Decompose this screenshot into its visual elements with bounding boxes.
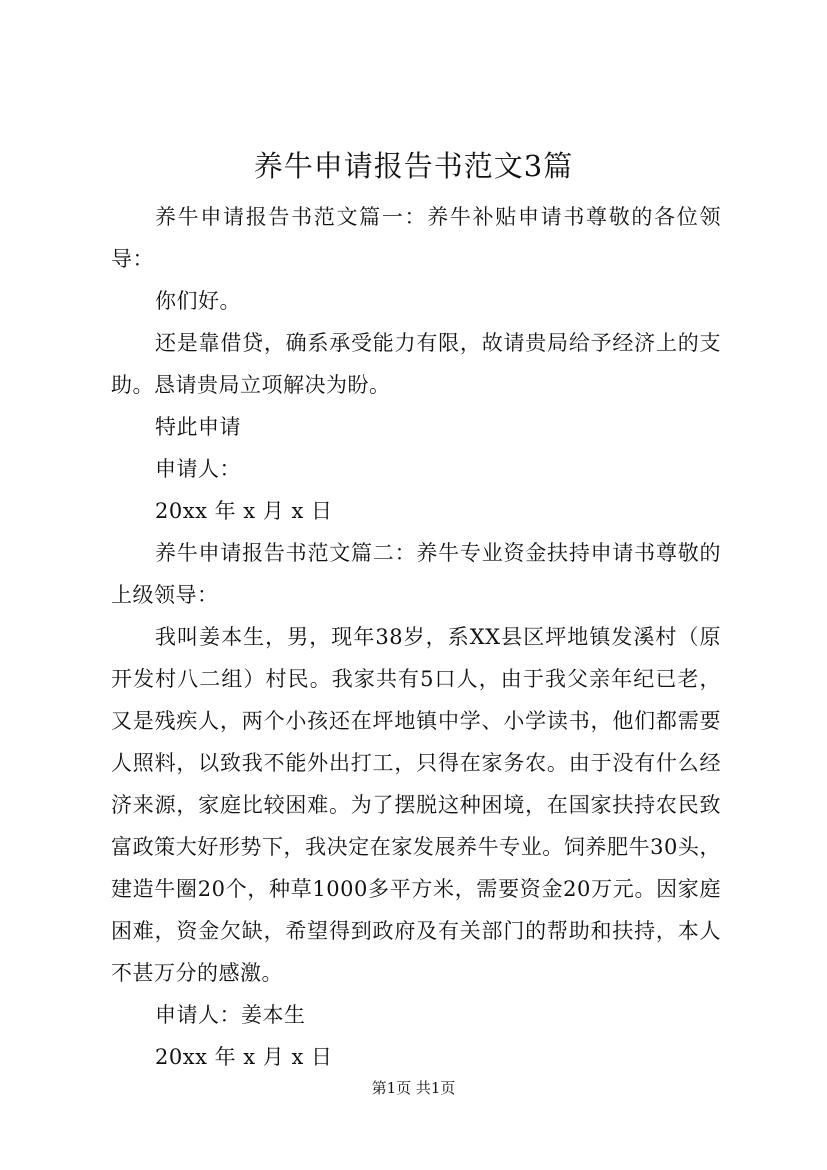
paragraph-10: 20xx 年 x 月 x 日: [155, 1045, 333, 1069]
paragraph-4: 特此申请: [155, 415, 241, 439]
paragraph-2: 你们好。: [155, 289, 241, 313]
paragraph-6: 20xx 年 x 月 x 日: [155, 499, 333, 523]
paragraph-9: 申请人：姜本生: [155, 1003, 306, 1027]
paragraph-8: 我叫姜本生，男，现年38岁，系XX县区坪地镇发溪村（原开发村八二组）村民。我家共有5口人，由于我父亲年纪已老，又是残疾人，两个小孩还在坪地镇中学、小学读书，他们都需要人照料，以致我不能外出打工，只得在家务农。由于没有什么经济来源，家庭比较困难。为了摆脱这种困境，在国家扶持农民致富政策大好形势下，我决定在家发展养牛专业。饲养肥牛30头，建造牛圈20个，种草1000多平方米，需要资金20万元。因家庭困难，资金欠缺，希望得到政府及有关部门的帮助和扶持，本人不甚万分的感激。: [111, 625, 721, 985]
document-body: [111, 196, 721, 1078]
paragraph-3: 还是靠借贷，确系承受能力有限，故请贵局给予经济上的支助。恳请贵局立项解决为盼。: [111, 331, 721, 397]
paragraph-5: 申请人：: [155, 457, 241, 481]
document-title: 养牛申请报告书范文3篇: [253, 149, 574, 183]
page-footer: 第1页 共1页: [371, 1079, 456, 1097]
paragraph-1: 养牛申请报告书范文篇一：养牛补贴申请书尊敬的各位领导：: [111, 205, 721, 271]
paragraph-7: 养牛申请报告书范文篇二：养牛专业资金扶持申请书尊敬的上级领导：: [111, 541, 721, 607]
